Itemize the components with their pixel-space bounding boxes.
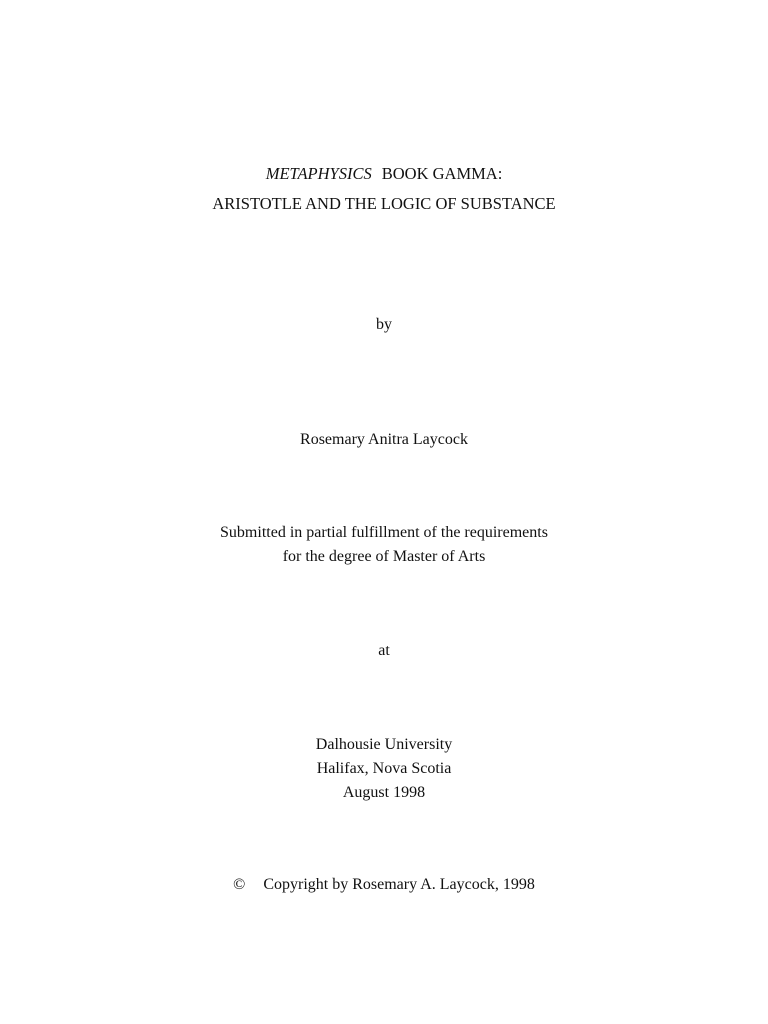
author-name: Rosemary Anitra Laycock xyxy=(300,431,468,448)
copyright-text: Copyright by Rosemary A. Laycock, 1998 xyxy=(263,876,535,893)
thesis-subtitle: ARISTOTLE AND THE LOGIC OF SUBSTANCE xyxy=(212,194,556,213)
copyright-symbol: © xyxy=(233,876,246,893)
thesis-title-line xyxy=(0,164,768,184)
copyright-line xyxy=(0,875,768,895)
university-name: Dalhousie University xyxy=(315,736,453,753)
submission-date: August 1998 xyxy=(342,784,426,801)
by-label: by xyxy=(376,316,392,333)
title-rest-part: BOOK GAMMA: xyxy=(381,164,503,183)
submission-line-2: for the degree of Master of Arts xyxy=(282,548,486,565)
university-location: Halifax, Nova Scotia xyxy=(316,760,452,777)
submission-line-1: Submitted in partial fulfillment of the requirements xyxy=(220,524,548,541)
at-label: at xyxy=(378,642,390,659)
title-italic-part: METAPHYSICS xyxy=(265,164,372,183)
